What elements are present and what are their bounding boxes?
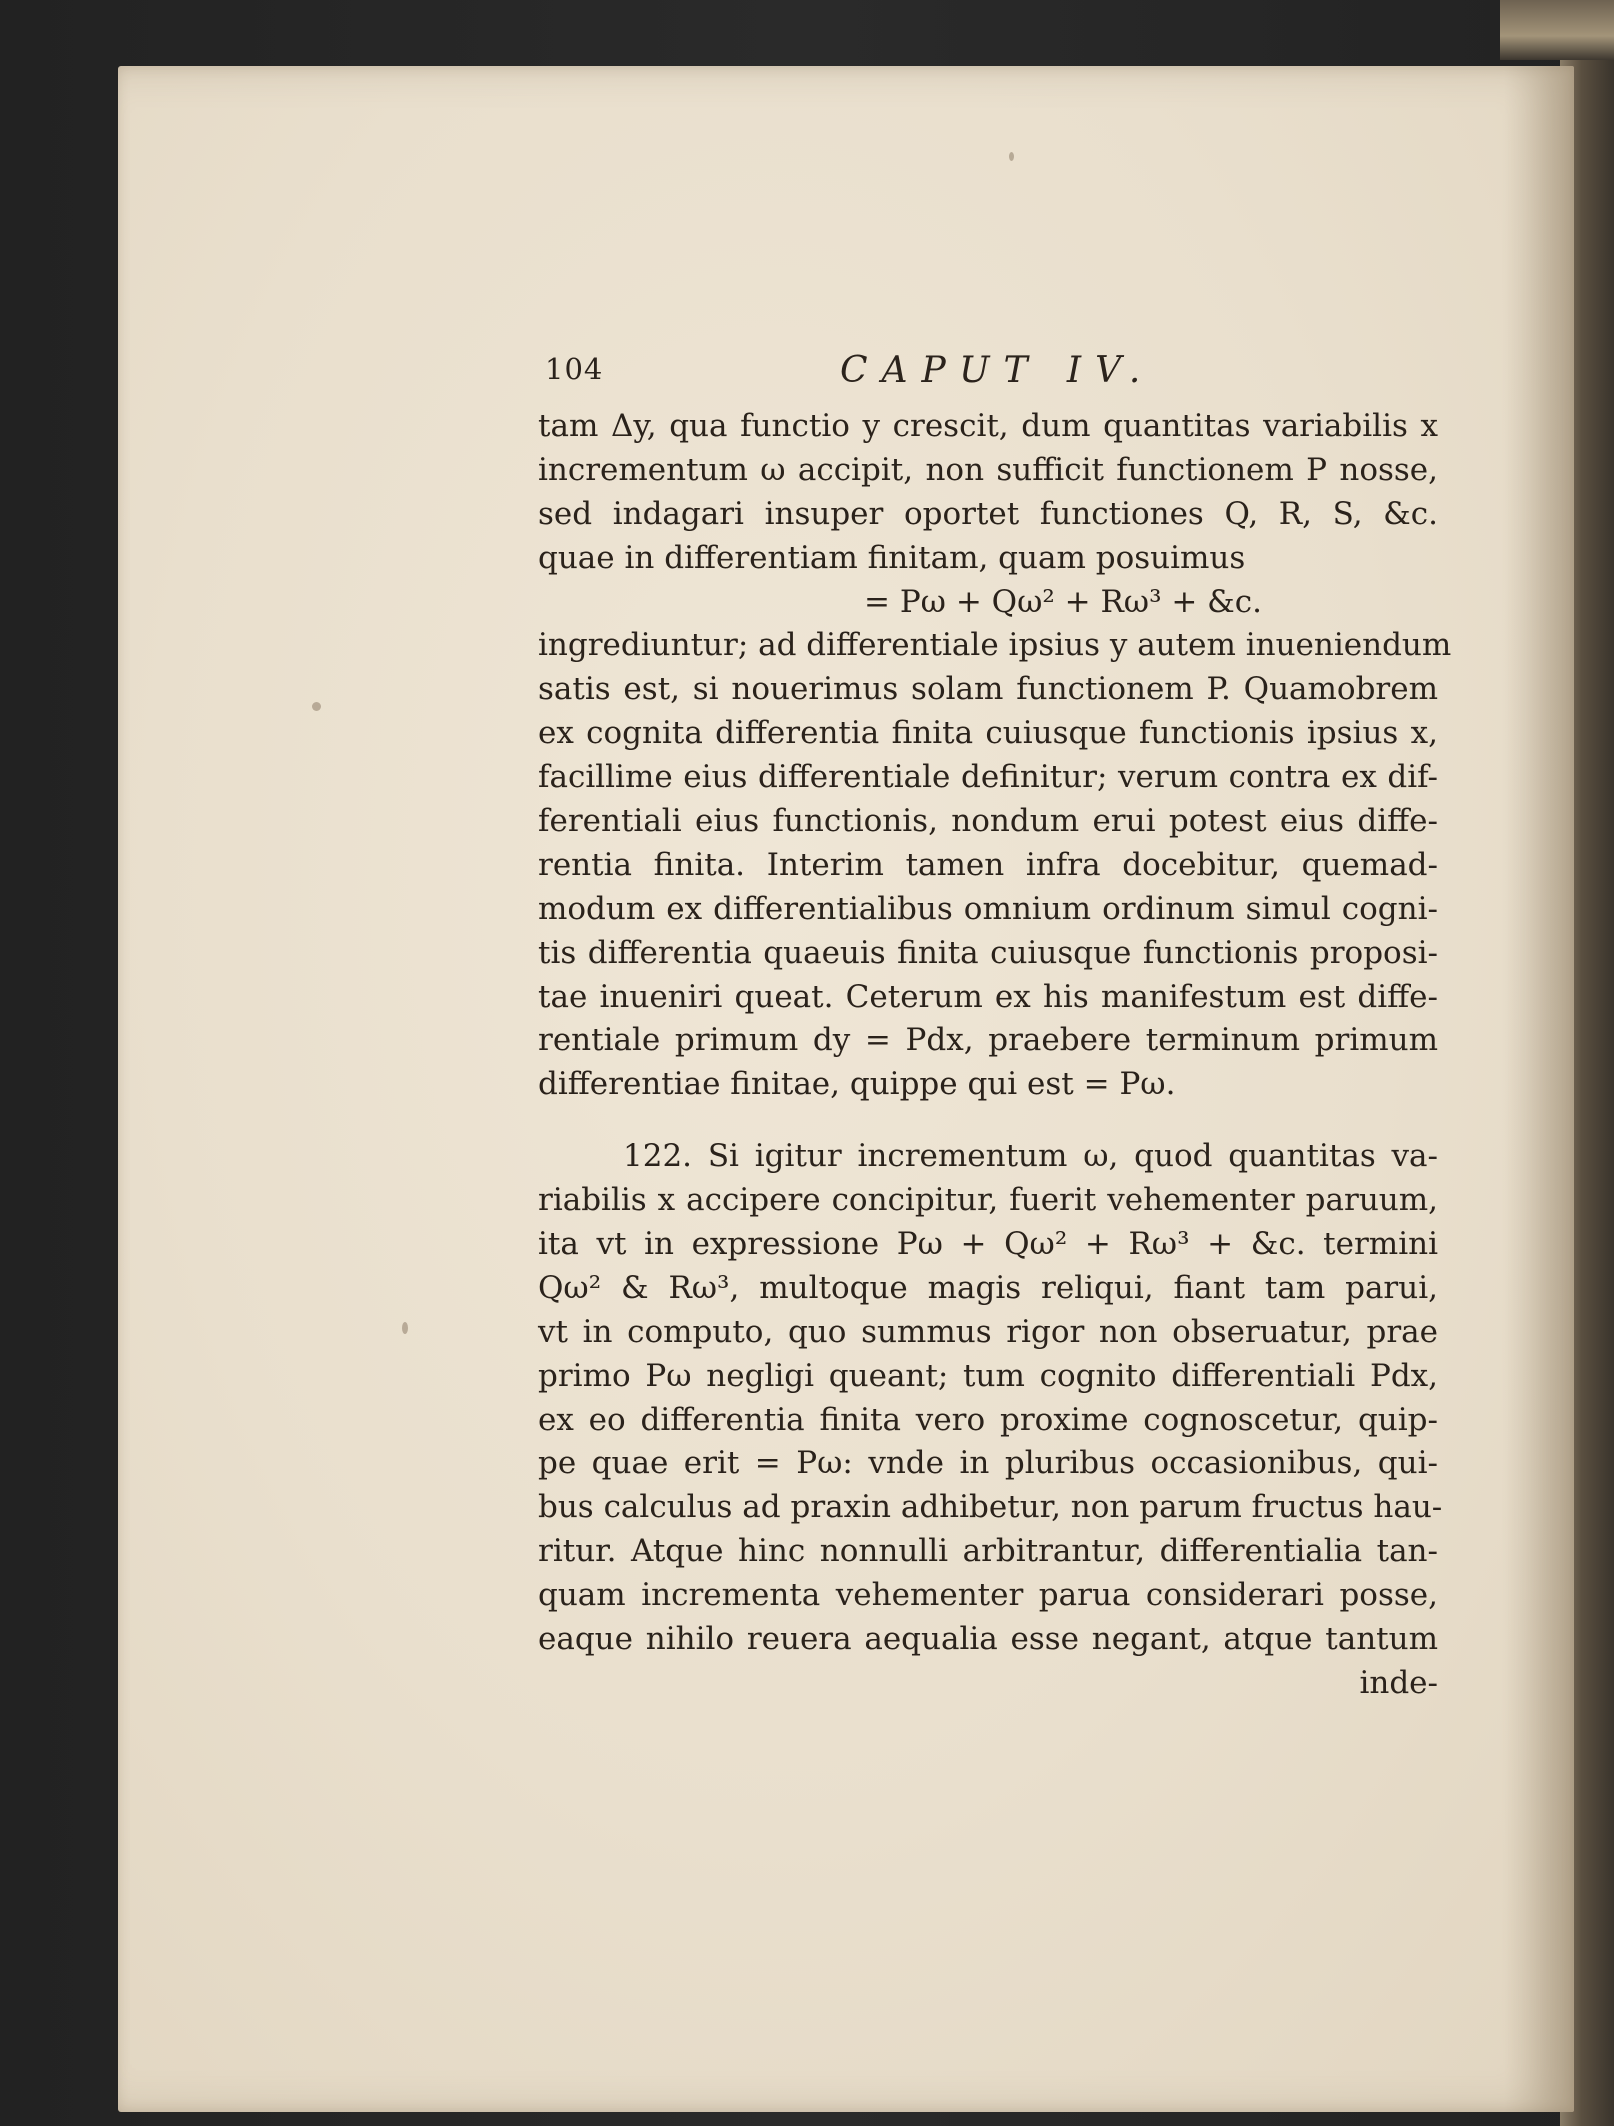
text-line: quae in differentiam finitam, quam posuimus <box>538 539 1246 576</box>
text-line: vt in computo, quo summus rigor non obseruatur, prae <box>538 1313 1438 1350</box>
ink-speck <box>1009 152 1014 161</box>
text-line: primo Pω negligi queant; tum cognito differentiali Pdx, <box>538 1357 1438 1394</box>
paragraph-1 <box>538 405 1452 1107</box>
paragraph-gap <box>538 1107 1438 1135</box>
text-line: modum ex differentialibus omnium ordinum simul cogni- <box>538 890 1438 927</box>
text-line: incrementum ω accipit, non sufficit functionem P nosse, <box>538 451 1438 488</box>
text-line: riabilis x accipere concipitur, fuerit vehementer paruum, <box>538 1182 1438 1219</box>
text-line: ferentiali eius functionis, nondum erui potest eius diffe- <box>538 803 1438 840</box>
text-line: facillime eius differentiale definitur; verum contra ex dif- <box>538 759 1438 796</box>
text-line: differentiae finitae, quippe qui est = Pω. <box>538 1066 1176 1103</box>
paragraph-2 <box>538 1135 1443 1706</box>
text-line: rentiale primum dy = Pdx, praebere terminum primum <box>538 1022 1438 1059</box>
catchword: inde- <box>1359 1664 1438 1701</box>
running-header <box>545 350 1445 400</box>
text-line: ingrediuntur; ad differentiale ipsius y autem inueniendum <box>538 627 1452 664</box>
text-line: eaque nihilo reuera aequalia esse negant, atque tantum <box>538 1621 1438 1658</box>
text-line: sed indagari insuper oportet functiones Q, R, S, &c. <box>538 495 1438 532</box>
text-line: tis differentia quaeuis finita cuiusque functionis proposi- <box>538 934 1438 971</box>
ink-speck <box>312 702 321 711</box>
formula-line: = Pω + Qω² + Rω³ + &c. <box>864 583 1262 620</box>
text-line: pe quae erit = Pω: vnde in pluribus occasionibus, qui- <box>538 1445 1438 1482</box>
text-line: tae inueniri queat. Ceterum ex his manifestum est diffe- <box>538 978 1438 1015</box>
text-line: ita vt in expressione Pω + Qω² + Rω³ + &c. termini <box>538 1226 1438 1263</box>
ink-speck <box>402 1322 408 1334</box>
running-title: CAPUT IV. <box>840 350 1155 391</box>
text-line: ex cognita differentia finita cuiusque functionis ipsius x, <box>538 715 1438 752</box>
text-line: bus calculus ad praxin adhibetur, non parum fructus hau- <box>538 1489 1443 1526</box>
text-line: satis est, si nouerimus solam functionem P. Quamobrem <box>538 671 1438 708</box>
text-line: quam incrementa vehementer parua considerari posse, <box>538 1577 1438 1614</box>
section-122-first-line: 122. Si igitur incrementum ω, quod quantitas va- <box>623 1138 1438 1175</box>
text-line: ritur. Atque hinc nonnulli arbitrantur, differentialia tan- <box>538 1533 1438 1570</box>
page-number: 104 <box>545 352 604 386</box>
text-line: ex eo differentia finita vero proxime cognoscetur, quip- <box>538 1401 1438 1438</box>
text-line: tam Δy, qua functio y crescit, dum quantitas variabilis x <box>538 408 1438 444</box>
text-line: rentia finita. Interim tamen infra docebitur, quemad- <box>538 846 1438 883</box>
book-top-edge <box>1500 0 1614 60</box>
text-line: Qω² & Rω³, multoque magis reliqui, fiant tam parui, <box>538 1269 1438 1306</box>
body-text <box>538 405 1452 1706</box>
page-gutter-shadow <box>1504 66 1574 2112</box>
